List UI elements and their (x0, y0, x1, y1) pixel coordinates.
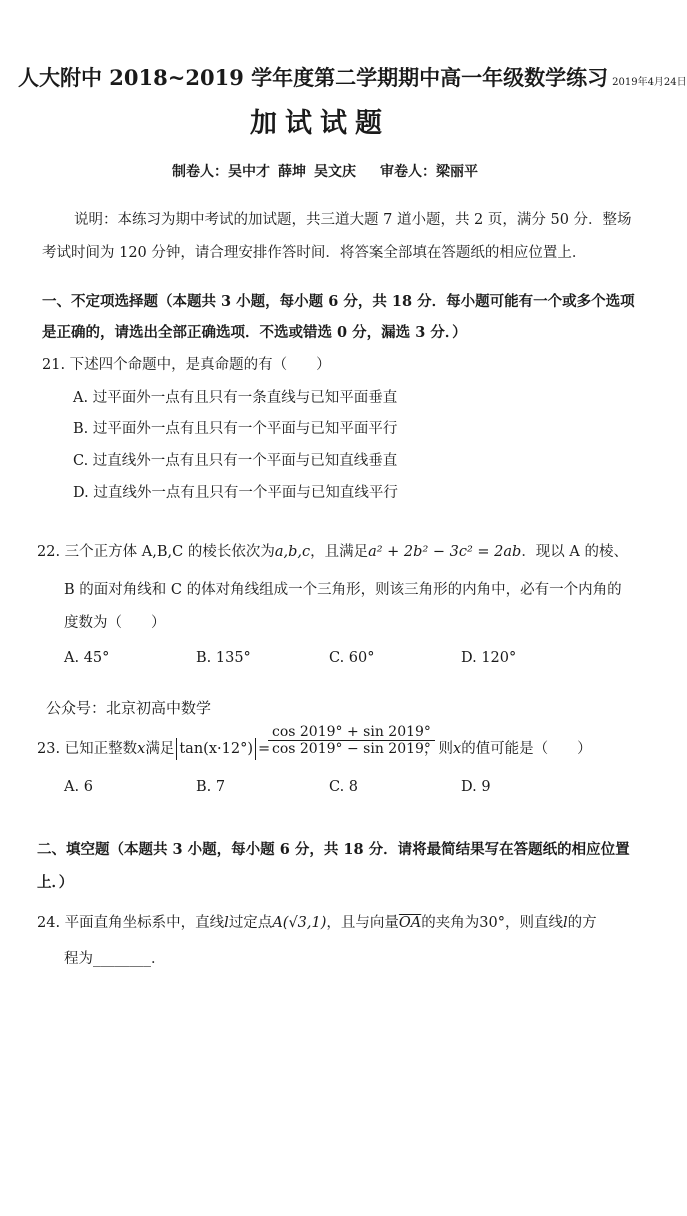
q22-option-d: D. 120° (461, 650, 517, 666)
q22-option-c: C. 60° (329, 650, 375, 666)
q22-line-2: B 的面对角线和 C 的体对角线组成一个三角形，则该三角形的内角中，必有一个内角的 (64, 582, 622, 598)
q23-abs-expr: tan(x·12°) (179, 741, 253, 757)
reviewer: 梁丽平 (436, 164, 478, 180)
q21-option-a: A. 过平面外一点有且只有一条直线与已知平面垂直 (73, 390, 398, 406)
q22-option-a: A. 45° (64, 650, 110, 666)
q21-option-d: D. 过直线外一点有且只有一个平面与已知直线平行 (73, 485, 398, 501)
q24-line-1: 24. 平面直角坐标系中，直线l过定点A(√3,1)，且与向量$\overline{OA}$的夹角为30°，则直线l的方 (37, 915, 597, 931)
abs-bar-left (176, 738, 177, 760)
q23-numerator: cos 2019° + sin 2019° (272, 724, 431, 740)
q23-fraction (268, 724, 435, 757)
watermark: 公众号：北京初高中数学 (46, 699, 212, 717)
q21-stem: 21. 下述四个命题中，是真命题的有（ ） (42, 357, 331, 373)
q22-line-3: 度数为（ ） (64, 615, 166, 631)
q24-vector: $\overline{OA}$ (398, 915, 422, 931)
exam-subtitle: 加试试题 (250, 108, 390, 139)
q23-prefix: 23. 已知正整数x满足 tan(x·12°) = (37, 737, 270, 760)
maker-3: 吴文庆 (314, 164, 356, 180)
exam-date: 2019年4月24日 (612, 77, 687, 88)
q22-option-b: B. 135° (196, 650, 251, 666)
q23-option-c: C. 8 (329, 779, 359, 795)
makers-line (172, 161, 486, 181)
q24-point: A(√3,1) (272, 915, 327, 931)
q23-option-b: B. 7 (196, 779, 226, 795)
q23-option-a: A. 6 (64, 779, 93, 795)
q22-line-1: 22. 三个正方体 A,B,C 的棱长依次为a,b,c，且满足a² + 2b² − 3c² = 2ab．现以 A 的棱、 (37, 544, 629, 560)
q23-suffix: ，则x的值可能是（ ） (424, 741, 592, 757)
reviewer-label: 审卷人： (380, 164, 436, 180)
section2-heading-1: 二、填空题（本题共 3 小题，每小题 6 分，共 18 分．请将最简结果写在答题纸的相应位置 (37, 841, 630, 858)
intro-line-1: 说明：本练习为期中考试的加试题，共三道大题 7 道小题，共 2 页，满分 50 分．整场 (74, 212, 632, 228)
makers-label: 制卷人： (172, 164, 228, 180)
section1-heading-2: 是正确的，请选出全部正确选项．不选或错选 0 分，漏选 3 分．） (42, 324, 467, 341)
q21-option-c: C. 过直线外一点有且只有一个平面与已知直线垂直 (73, 453, 398, 469)
q22-vars: a,b,c (274, 544, 311, 560)
intro-line-2: 考试时间为 120 分钟，请合理安排作答时间．将答案全部填在答题纸的相应位置上． (42, 245, 587, 261)
q24-line-2: 程为________． (64, 951, 166, 967)
maker-2: 薛坤 (278, 164, 306, 180)
q23-equals: = (257, 741, 271, 757)
abs-bar-right (255, 738, 256, 760)
q21-option-b: B. 过平面外一点有且只有一个平面与已知平面平行 (73, 421, 398, 437)
q23-denominator: cos 2019° − sin 2019° (272, 741, 431, 757)
exam-title: 人大附中 2018~2019 学年度第二学期期中高一年级数学练习 2019年4月24日 (18, 65, 687, 90)
maker-1: 吴中才 (228, 164, 270, 180)
section2-heading-2: 上．） (37, 874, 74, 891)
section1-heading-1: 一、不定项选择题（本题共 3 小题，每小题 6 分，共 18 分．每小题可能有一个或多个选项 (42, 293, 635, 310)
q22-equation: a² + 2b² − 3c² = 2ab (368, 544, 522, 560)
q23-option-d: D. 9 (461, 779, 491, 795)
